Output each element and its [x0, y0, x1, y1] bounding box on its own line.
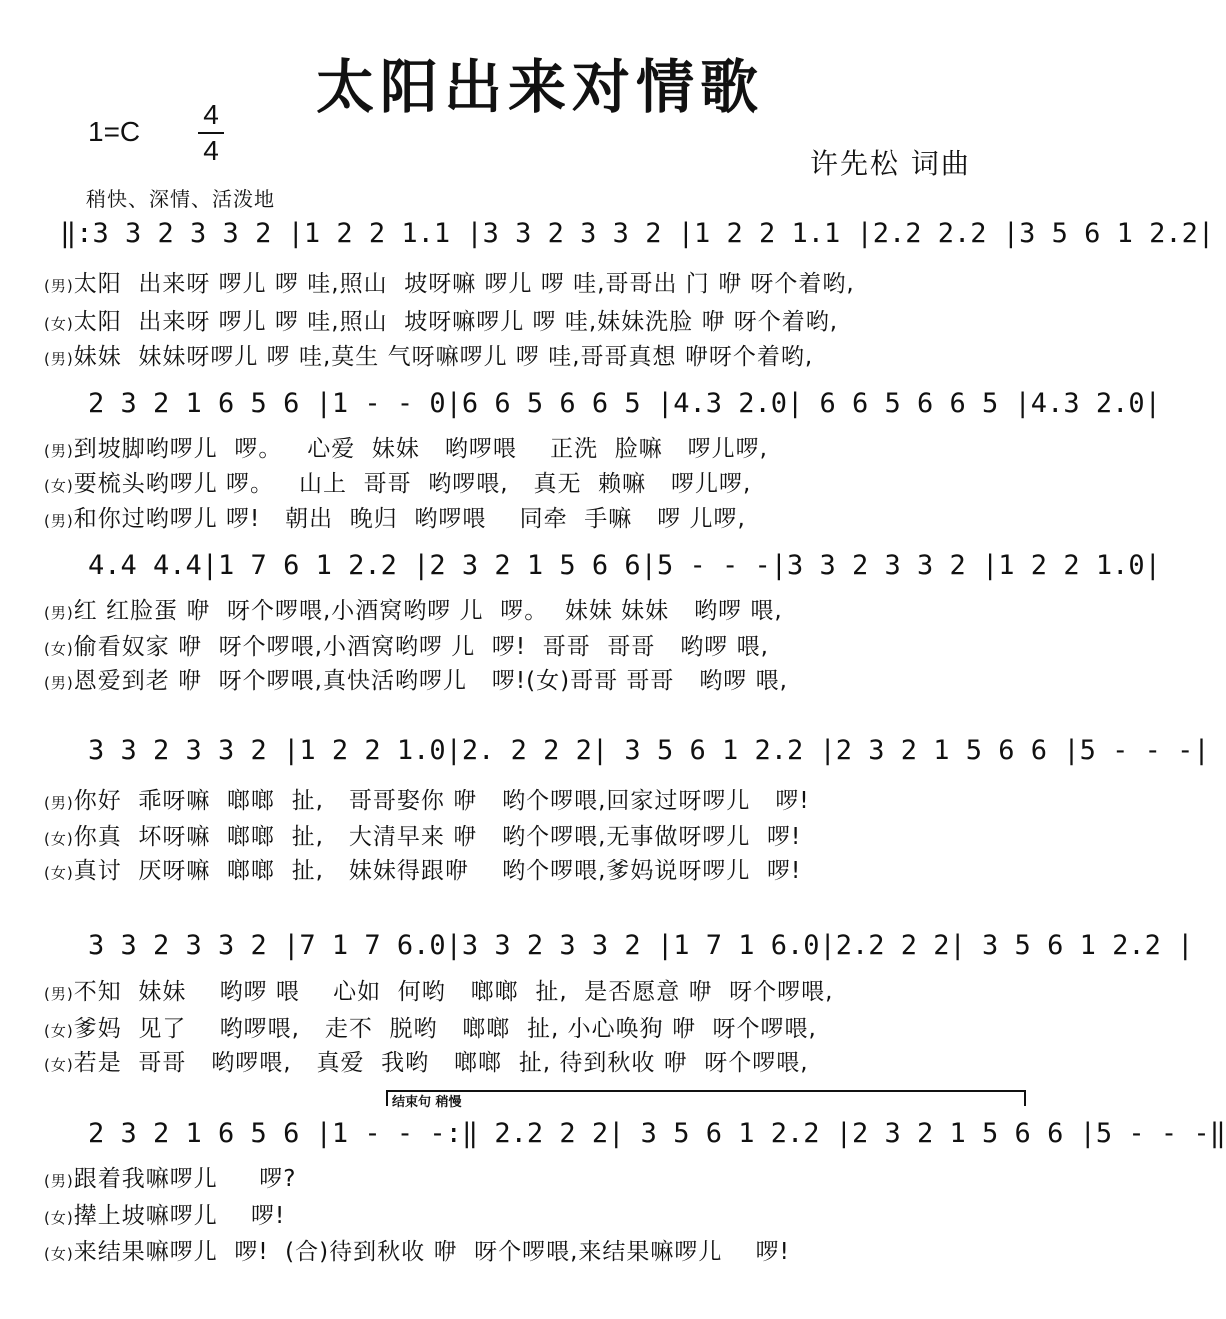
- ending-label: 结束句 稍慢: [392, 1095, 462, 1110]
- time-signature: [196, 98, 226, 168]
- notation-line-2: 2 3 2 1 6 5 6 |1 - - 0|6 6 5 6 6 5 |4.3 2.0| 6 6 5 6 6 5 |4.3 2.0|: [88, 388, 1161, 419]
- notation-line-3: 4.4 4.4|1 7 6 1 2.2 |2 3 2 1 5 6 6|5 - - -|3 3 2 3 3 2 |1 2 2 1.0|: [88, 550, 1161, 581]
- tempo-marking: 稍快、深情、活泼地: [86, 187, 275, 211]
- notation-line-4: 3 3 2 3 3 2 |1 2 2 1.0|2. 2 2 2| 3 5 6 1 2.2 |2 3 2 1 5 6 6 |5 - - -|: [88, 735, 1210, 766]
- time-signature-bottom: 4: [203, 135, 219, 166]
- lyric-line: (男)你好 乖呀嘛 啷啷 扯, 哥哥娶你 咿 哟个啰喂,回家过呀啰儿 啰!: [44, 788, 810, 814]
- lyric-line: (女)你真 坏呀嘛 啷啷 扯, 大清早来 咿 哟个啰喂,无事做呀啰儿 啰!: [44, 824, 802, 850]
- ending-bracket: [386, 1090, 1026, 1106]
- lyric-line: (女)爹妈 见了 哟啰喂, 走不 脱哟 啷啷 扯, 小心唤狗 咿 呀个啰喂,: [44, 1016, 817, 1042]
- author-credit: 许先松 词曲: [810, 147, 971, 180]
- key-signature: 1=C: [88, 116, 141, 147]
- lyric-line: (男)妹妹 妹妹呀啰儿 啰 哇,莫生 气呀嘛啰儿 啰 哇,哥哥真想 咿呀个着哟,: [44, 344, 814, 370]
- lyric-line: (女)撵上坡嘛啰儿 啰!: [44, 1203, 286, 1229]
- lyric-line: (男)太阳 出来呀 啰儿 啰 哇,照山 坡呀嘛 啰儿 啰 哇,哥哥出 门 咿 呀个着哟,: [44, 271, 855, 297]
- notation-line-5: 3 3 2 3 3 2 |7 1 7 6.0|3 3 2 3 3 2 |1 7 1 6.0|2.2 2 2| 3 5 6 1 2.2 |: [88, 930, 1194, 961]
- lyric-line: (男)跟着我嘛啰儿 啰?: [44, 1166, 297, 1192]
- song-title: 太阳出来对情歌: [315, 53, 764, 121]
- lyric-line: (女)要梳头哟啰儿 啰。 山上 哥哥 哟啰喂, 真无 赖嘛 啰儿啰,: [44, 471, 752, 497]
- lyric-line: (男)和你过哟啰儿 啰! 朝出 晚归 哟啰喂 同牵 手嘛 啰 儿啰,: [44, 506, 746, 532]
- notation-line-1: ‖:3 3 2 3 3 2 |1 2 2 1.1 |3 3 2 3 3 2 |1 2 2 1.1 |2.2 2.2 |3 5 6 1 2.2|: [60, 218, 1215, 249]
- lyric-line: (男)不知 妹妹 哟啰 喂 心如 何哟 啷啷 扯, 是否愿意 咿 呀个啰喂,: [44, 979, 834, 1005]
- lyric-line: (女)偷看奴家 咿 呀个啰喂,小酒窝哟啰 儿 啰! 哥哥 哥哥 哟啰 喂,: [44, 634, 769, 660]
- lyric-line: (女)若是 哥哥 哟啰喂, 真爱 我哟 啷啷 扯, 待到秋收 咿 呀个啰喂,: [44, 1050, 809, 1076]
- lyric-line: (女)真讨 厌呀嘛 啷啷 扯, 妹妹得跟咿 哟个啰喂,爹妈说呀啰儿 啰!: [44, 858, 802, 884]
- lyric-line: (男)红 红脸蛋 咿 呀个啰喂,小酒窝哟啰 儿 啰。 妹妹 妹妹 哟啰 喂,: [44, 598, 783, 624]
- time-signature-top: 4: [203, 99, 219, 130]
- lyric-line: (女)来结果嘛啰儿 啰! (合)待到秋收 咿 呀个啰喂,来结果嘛啰儿 啰!: [44, 1239, 790, 1265]
- lyric-line: (男)恩爱到老 咿 呀个啰喂,真快活哟啰儿 啰!(女)哥哥 哥哥 哟啰 喂,: [44, 668, 788, 694]
- lyric-line: (女)太阳 出来呀 啰儿 啰 哇,照山 坡呀嘛啰儿 啰 哇,妹妹洗脸 咿 呀个着哟,: [44, 309, 839, 335]
- lyric-line: (男)到坡脚哟啰儿 啰。 心爱 妹妹 哟啰喂 正洗 脸嘛 啰儿啰,: [44, 436, 768, 462]
- notation-line-6: 2 3 2 1 6 5 6 |1 - - -:‖ 2.2 2 2| 3 5 6 1 2.2 |2 3 2 1 5 6 6 |5 - - -‖: [88, 1118, 1226, 1149]
